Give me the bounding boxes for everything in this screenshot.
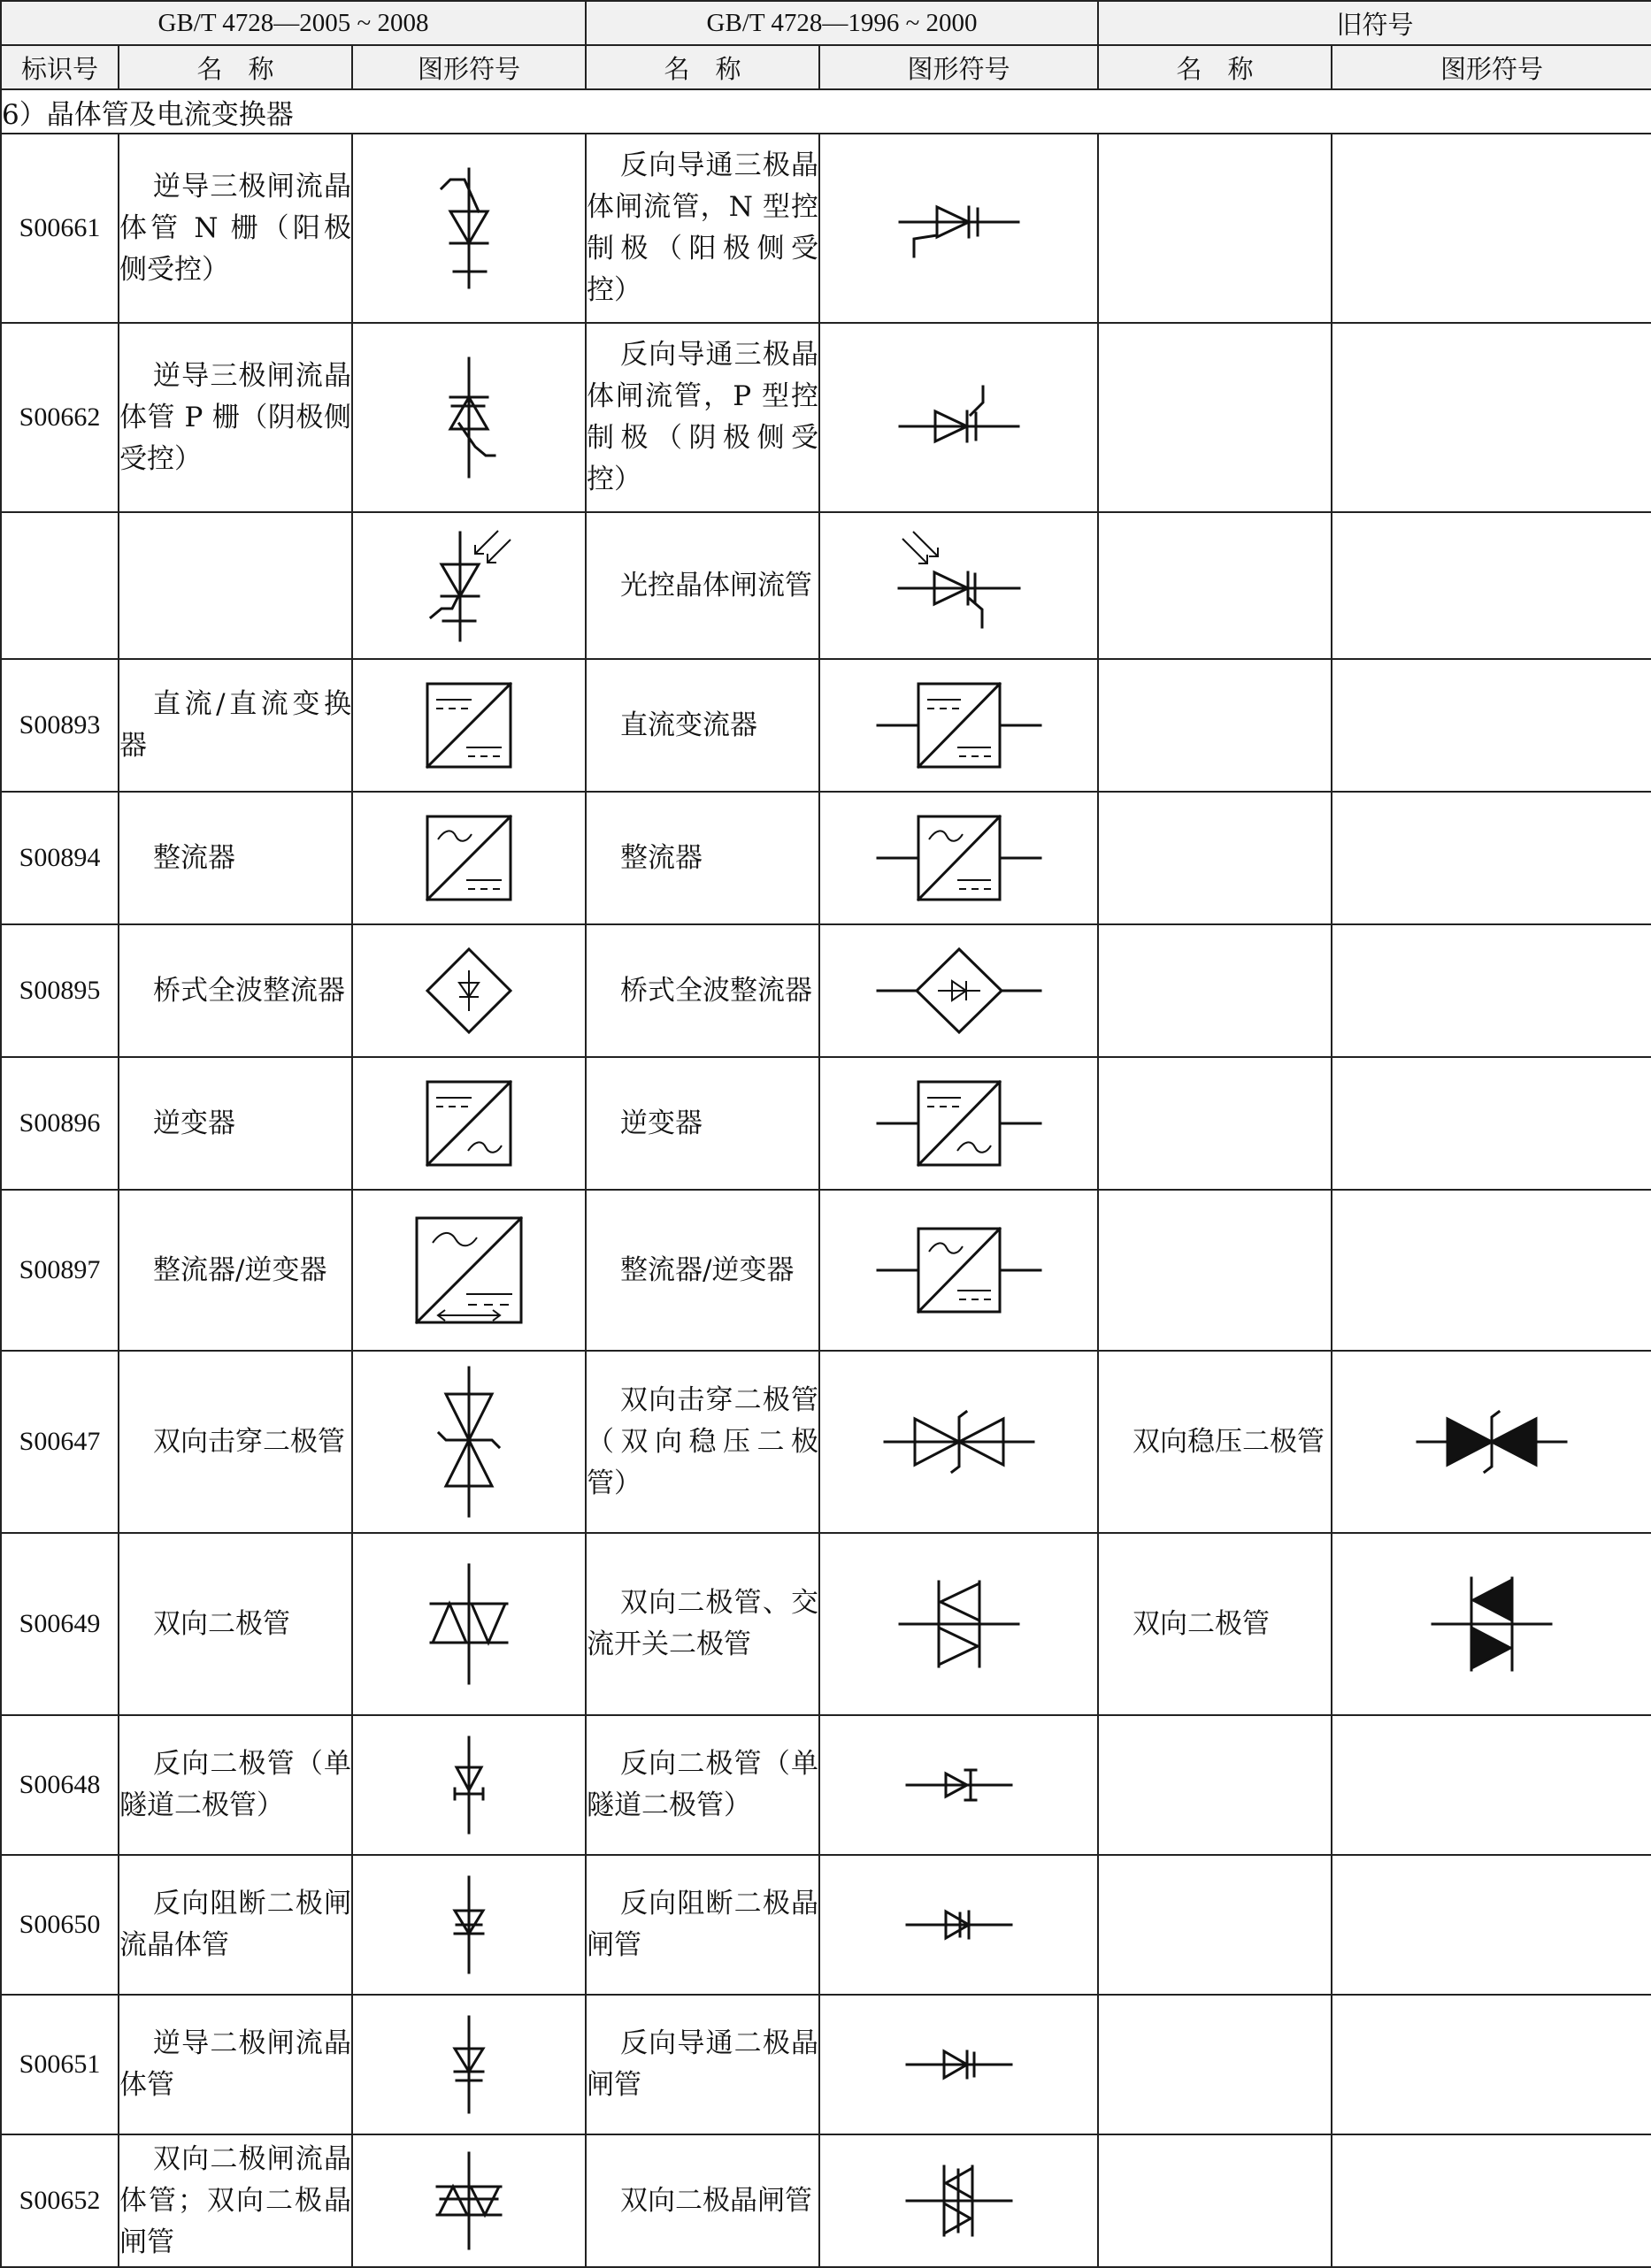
row-name-mid: 双向二极管、交流开关二极管 (586, 1533, 819, 1715)
header-col-symbol: 图形符号 (819, 45, 1098, 89)
table-row (1, 512, 1651, 659)
table-row (1, 1995, 1651, 2134)
bridge-rectifier-leads-icon (819, 924, 1098, 1057)
row-id: S00897 (1, 1190, 119, 1351)
header-col-symbol: 图形符号 (1332, 45, 1651, 89)
table-row (1, 1057, 1651, 1190)
row-name-old (1098, 2134, 1332, 2267)
row-id: S00894 (1, 792, 119, 924)
row-symbol-old-empty (1332, 2134, 1651, 2267)
row-name-mid: 整流器/逆变器 (586, 1190, 819, 1351)
row-name-mid: 双向二极晶闸管 (586, 2134, 819, 2267)
row-id: S00893 (1, 659, 119, 792)
row-name-old (1098, 512, 1332, 659)
header-col-name: 名 称 (1098, 45, 1332, 89)
row-name-new: 反向二极管（单隧道二极管） (119, 1715, 352, 1855)
thyristor-p-gate-horizontal-icon (819, 323, 1098, 512)
row-id (1, 512, 119, 659)
row-name-mid: 逆变器 (586, 1057, 819, 1190)
bidirectional-zener-filled-icon (1332, 1351, 1651, 1533)
inverter-icon (352, 1057, 586, 1190)
row-name-mid: 整流器 (586, 792, 819, 924)
row-name-mid: 桥式全波整流器 (586, 924, 819, 1057)
row-symbol-old-empty (1332, 323, 1651, 512)
backward-diode-icon (352, 1715, 586, 1855)
row-id: S00649 (1, 1533, 119, 1715)
row-symbol-old-empty (1332, 512, 1651, 659)
row-name-old (1098, 924, 1332, 1057)
row-symbol-old-empty (1332, 924, 1651, 1057)
thyristor-n-gate-icon (352, 134, 586, 323)
row-name-old (1098, 659, 1332, 792)
section-title-row (1, 89, 1651, 134)
bidirectional-diode-filled-icon (1332, 1533, 1651, 1715)
row-name-old (1098, 1057, 1332, 1190)
row-name-new: 双向二极管 (119, 1533, 352, 1715)
row-name-new: 整流器/逆变器 (119, 1190, 352, 1351)
row-id: S00895 (1, 924, 119, 1057)
header-group-new: GB/T 4728—2005 ~ 2008 (1, 1, 586, 45)
bidirectional-diode-thyristor-icon (352, 2134, 586, 2267)
table-row (1, 1855, 1651, 1995)
ac-switch-diode-icon (819, 1533, 1098, 1715)
reverse-conducting-diode-thyristor-horizontal-icon (819, 1995, 1098, 2134)
row-id: S00651 (1, 1995, 119, 2134)
row-name-new: 整流器 (119, 792, 352, 924)
reverse-blocking-diode-thyristor-horizontal-icon (819, 1855, 1098, 1995)
row-name-old (1098, 1715, 1332, 1855)
row-name-old: 双向稳压二极管 (1098, 1351, 1332, 1533)
row-name-old (1098, 1855, 1332, 1995)
reverse-conducting-diode-thyristor-icon (352, 1995, 586, 2134)
row-name-new: 直流/直流变换器 (119, 659, 352, 792)
row-name-mid: 光控晶体闸流管 (586, 512, 819, 659)
row-name-mid: 双向击穿二极管（双向稳压二极管） (586, 1351, 819, 1533)
header-col-id: 标识号 (1, 45, 119, 89)
header-col-symbol: 图形符号 (352, 45, 586, 89)
dc-converter-icon (819, 659, 1098, 792)
row-id: S00661 (1, 134, 119, 323)
rectifier-leads-icon (819, 792, 1098, 924)
row-symbol-old-empty (1332, 659, 1651, 792)
row-name-new (119, 512, 352, 659)
table-row (1, 1351, 1651, 1533)
row-name-old (1098, 134, 1332, 323)
row-symbol-old-empty (1332, 1057, 1651, 1190)
dc-dc-converter-icon (352, 659, 586, 792)
row-name-new: 反向阻断二极闸流晶体管 (119, 1855, 352, 1995)
header-group-old: 旧符号 (1098, 1, 1651, 45)
light-activated-thyristor-horizontal-icon (819, 512, 1098, 659)
table-row (1, 792, 1651, 924)
table-row (1, 1715, 1651, 1855)
row-name-mid: 反向阻断二极晶闸管 (586, 1855, 819, 1995)
row-id: S00647 (1, 1351, 119, 1533)
header-col-name: 名 称 (119, 45, 352, 89)
row-name-mid: 直流变流器 (586, 659, 819, 792)
table-row (1, 2134, 1651, 2267)
row-symbol-old-empty (1332, 1190, 1651, 1351)
bridge-rectifier-icon (352, 924, 586, 1057)
table-row (1, 323, 1651, 512)
row-name-new: 逆变器 (119, 1057, 352, 1190)
backward-diode-horizontal-icon (819, 1715, 1098, 1855)
row-name-mid: 反向导通三极晶体闸流管，P 型控制极（阴极侧受控） (586, 323, 819, 512)
light-activated-thyristor-icon (352, 512, 586, 659)
row-name-new: 逆导三极闸流晶体管 N 栅（阳极侧受控） (119, 134, 352, 323)
rectifier-icon (352, 792, 586, 924)
row-name-mid: 反向导通三极晶体闸流管，N 型控制极（阳极侧受控） (586, 134, 819, 323)
row-id: S00652 (1, 2134, 119, 2267)
row-name-new: 逆导三极闸流晶体管 P 栅（阴极侧受控） (119, 323, 352, 512)
thyristor-p-gate-icon (352, 323, 586, 512)
rectifier-inverter-icon (352, 1190, 586, 1351)
row-name-old (1098, 792, 1332, 924)
row-name-old (1098, 323, 1332, 512)
row-name-old: 双向二极管 (1098, 1533, 1332, 1715)
row-symbol-old-empty (1332, 134, 1651, 323)
table-row (1, 1533, 1651, 1715)
row-name-old (1098, 1995, 1332, 2134)
thyristor-n-gate-horizontal-icon (819, 134, 1098, 323)
table-row (1, 134, 1651, 323)
header-col-name: 名 称 (586, 45, 819, 89)
section-title: 6）晶体管及电流变换器 (1, 89, 1651, 134)
bidirectional-breakdown-diode-horizontal-icon (819, 1351, 1098, 1533)
row-name-new: 桥式全波整流器 (119, 924, 352, 1057)
table-row (1, 1190, 1651, 1351)
row-symbol-old-empty (1332, 1995, 1651, 2134)
row-id: S00662 (1, 323, 119, 512)
header-column-row (1, 45, 1651, 89)
header-group-row (1, 1, 1651, 45)
row-id: S00896 (1, 1057, 119, 1190)
row-id: S00650 (1, 1855, 119, 1995)
row-id: S00648 (1, 1715, 119, 1855)
inverter-leads-icon (819, 1057, 1098, 1190)
row-name-mid: 反向导通二极晶闸管 (586, 1995, 819, 2134)
row-symbol-old-empty (1332, 1855, 1651, 1995)
row-name-new: 逆导二极闸流晶体管 (119, 1995, 352, 2134)
row-name-new: 双向二极闸流晶体管；双向二极晶闸管 (119, 2134, 352, 2267)
row-symbol-old-empty (1332, 792, 1651, 924)
table-row (1, 924, 1651, 1057)
bidirectional-diode-thyristor-horizontal-icon (819, 2134, 1098, 2267)
rectifier-inverter-leads-icon (819, 1190, 1098, 1351)
row-name-new: 双向击穿二极管 (119, 1351, 352, 1533)
bidirectional-breakdown-diode-icon (352, 1351, 586, 1533)
reverse-blocking-diode-thyristor-icon (352, 1855, 586, 1995)
row-name-old (1098, 1190, 1332, 1351)
row-symbol-old-empty (1332, 1715, 1651, 1855)
row-name-mid: 反向二极管（单隧道二极管） (586, 1715, 819, 1855)
bidirectional-diode-icon (352, 1533, 586, 1715)
table-row (1, 659, 1651, 792)
header-group-mid: GB/T 4728—1996 ~ 2000 (586, 1, 1098, 45)
